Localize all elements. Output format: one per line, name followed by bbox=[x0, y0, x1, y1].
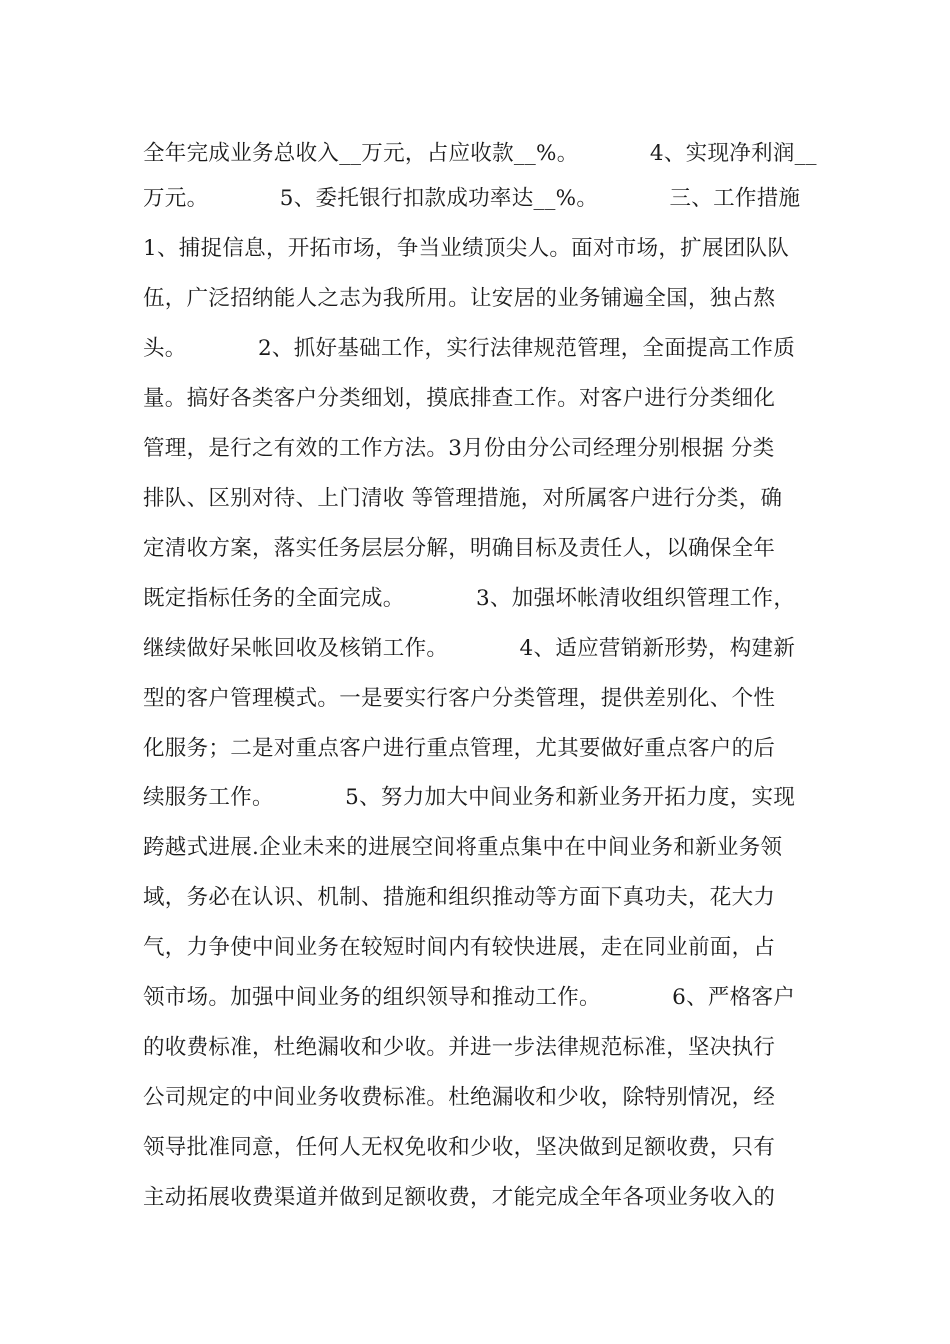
text-line: 排队、区别对待、上门清收 等管理措施，对所属客户进行分类，确 bbox=[143, 486, 783, 511]
text-line: 的收费标准，杜绝漏收和少收。并进一步法律规范标准，坚决执行 bbox=[143, 1035, 776, 1060]
text-line: 继续做好呆帐回收及核销工作。 4、适应营销新形势，构建新 bbox=[143, 636, 796, 661]
text-line: 全年完成业务总收入__万元，占应收款__%。 4、实现净利润__ bbox=[143, 141, 817, 166]
text-line: 领导批准同意，任何人无权免收和少收，坚决做到足额收费，只有 bbox=[143, 1135, 776, 1160]
text-line: 域，务必在认识、机制、措施和组织推动等方面下真功夫，花大力 bbox=[143, 885, 776, 910]
text-line: 主动拓展收费渠道并做到足额收费，才能完成全年各项业务收入的 bbox=[143, 1185, 776, 1210]
text-line: 气，力争使中间业务在较短时间内有较快进展，走在同业前面，占 bbox=[143, 935, 776, 960]
text-line: 伍，广泛招纳能人之志为我所用。让安居的业务铺遍全国，独占熬 bbox=[143, 286, 776, 311]
text-line: 领市场。加强中间业务的组织领导和推动工作。 6、严格客户 bbox=[143, 985, 796, 1010]
text-line: 续服务工作。 5、努力加大中间业务和新业务开拓力度，实现 bbox=[143, 785, 796, 810]
text-line: 量。搞好各类客户分类细划，摸底排查工作。对客户进行分类细化 bbox=[143, 386, 776, 411]
text-line: 跨越式进展.企业未来的进展空间将重点集中在中间业务和新业务领 bbox=[143, 835, 783, 860]
text-line: 1、捕捉信息，开拓市场，争当业绩顶尖人。面对市场，扩展团队队 bbox=[143, 236, 790, 261]
text-line: 头。 2、抓好基础工作，实行法律规范管理，全面提高工作质 bbox=[143, 336, 796, 361]
text-line: 型的客户管理模式。一是要实行客户分类管理，提供差别化、个性 bbox=[143, 686, 776, 711]
text-line: 管理，是行之有效的工作方法。3月份由分公司经理分别根据 分类 bbox=[143, 436, 775, 461]
text-line: 定清收方案，落实任务层层分解，明确目标及责任人，以确保全年 bbox=[143, 536, 776, 561]
text-line: 化服务；二是对重点客户进行重点管理，尤其要做好重点客户的后 bbox=[143, 736, 776, 761]
text-line: 公司规定的中间业务收费标准。杜绝漏收和少收，除特别情况，经 bbox=[143, 1085, 776, 1110]
text-line: 万元。 5、委托银行扣款成功率达__%。 三、工作措施 bbox=[143, 186, 801, 211]
text-line: 既定指标任务的全面完成。 3、加强坏帐清收组织管理工作， bbox=[143, 586, 796, 611]
